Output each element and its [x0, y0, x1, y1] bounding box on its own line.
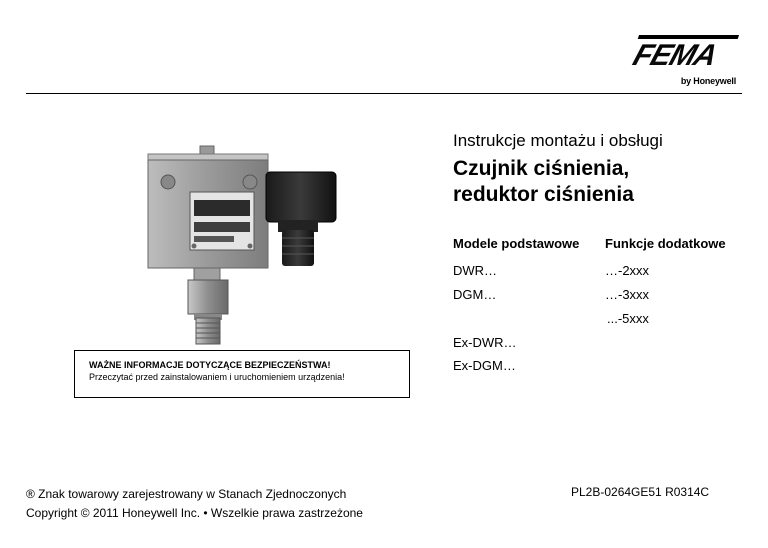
brand-sub: by Honeywell [680, 76, 736, 86]
model-base-row: DGM… [453, 287, 497, 302]
product-image [128, 142, 368, 362]
safety-notice [74, 350, 410, 398]
brand-name: FEMA [629, 37, 722, 72]
model-extra-row: …-3xxx [605, 287, 650, 302]
doc-title-line2: reduktor ciśnienia [453, 183, 634, 206]
model-extra-row: ...-5xxx [607, 311, 649, 326]
fema-logo-mark [618, 32, 744, 72]
footer-trademark: ® Znak towarowy zarejestrowany w Stanach Zjednoczonych [26, 487, 347, 501]
header-rule [26, 93, 742, 94]
model-base-row: Ex-DGM… [453, 358, 516, 373]
notice-text: Przeczytać przed zainstalowaniem i uruchomieniem urządzenia! [89, 372, 345, 382]
doc-title [453, 156, 634, 208]
models-head-base: Modele podstawowe [453, 236, 580, 251]
footer-copyright: Copyright © 2011 Honeywell Inc. • Wszelkie prawa zastrzeżone [26, 506, 363, 520]
doc-title-line1: Czujnik ciśnienia, [453, 157, 630, 180]
model-extra-row: …-2xxx [605, 263, 650, 278]
footer-doc-code: PL2B-0264GE51 R0314C [571, 485, 710, 499]
doc-subtitle: Instrukcje montażu i obsługi [453, 131, 663, 150]
footer-legal [26, 485, 363, 523]
brand-logo [618, 32, 744, 88]
notice-title: WAŻNE INFORMACJE DOTYCZĄCE BEZPIECZEŃSTWA! [89, 360, 331, 370]
model-base-row: Ex-DWR… [453, 335, 517, 350]
model-base-row: DWR… [453, 263, 498, 278]
models-head-extra: Funkcje dodatkowe [605, 236, 726, 251]
